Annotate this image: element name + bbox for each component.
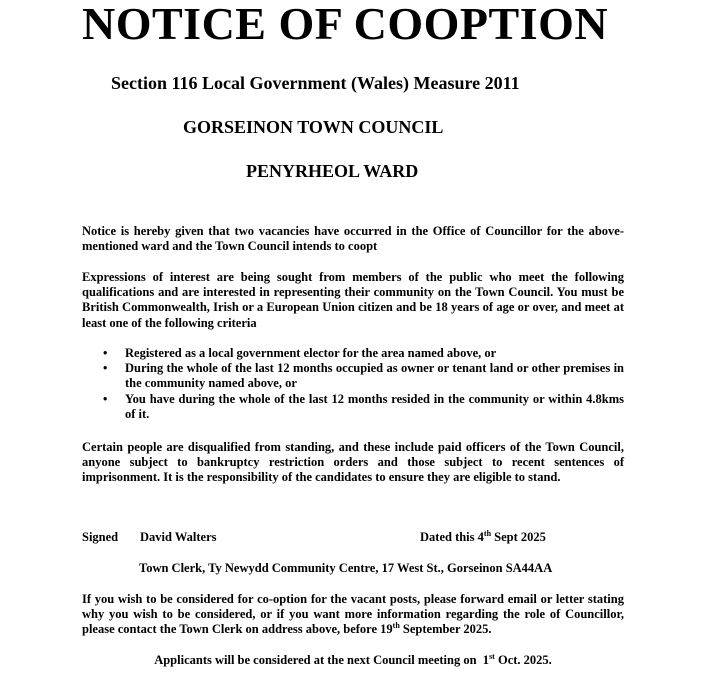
list-item [82,392,624,422]
disqualification-paragraph: Certain people are disqualified from standing, and these include paid officers of the Town Council, anyone subject to bankruptcy restriction orders and those subject to recent sentences of imprisonment. It is the responsibility of the candidates to ensure they are eligible to stand. [82,440,624,485]
ward-heading: PENYRHEOL WARD [246,161,419,181]
signatory-name: David Walters [140,530,217,544]
vacancy-paragraph: Notice is hereby given that two vacancies have occurred in the Office of Councillor for the above-mentioned ward and the Town Council intends to coopt [82,224,624,254]
applicants-line [82,653,624,668]
contact-date-end: September 2025. [399,622,492,637]
criteria-text: During the whole of the last 12 months occupied as owner or tenant land or other premises in the community named above, or [125,361,624,391]
date-suffix: th [483,528,492,538]
list-item [82,346,624,361]
bullet-icon: • [103,346,108,360]
contact-text: If you wish to be considered for co-option for the vacant posts, please forward email or letter stating why you wish to be considered, or if you want more information regarding the role of Councillor, please contact the Town Clerk on address above, before 19 [82,592,624,637]
applicants-date-end: Oct. 2025. [494,653,552,667]
criteria-list [82,346,624,422]
expressions-paragraph: Expressions of interest are being sought from members of the public who meet the following qualifications and are interested in representing their community on the Town Council. You must be British Commonwealth, Irish or a European Union citizen and be 18 years of age or over, and meet at least one of the following criteria [82,270,624,330]
notice-title: NOTICE OF COOPTION [82,0,609,49]
criteria-text: Registered as a local government elector for the area named above, or [125,346,497,360]
signed-label: Signed [82,530,119,544]
legislation-heading: Section 116 Local Government (Wales) Measure 2011 [111,73,520,93]
bullet-icon: • [103,361,108,376]
date-line [420,530,546,545]
date-text: Dated this 4 [420,530,484,544]
contact-date-suffix: th [392,621,400,631]
council-heading: GORSEINON TOWN COUNCIL [183,117,444,137]
clerk-address: Town Clerk, Ty Newydd Community Centre, 17 West St., Gorseinon SA44AA [139,561,553,575]
criteria-text: You have during the whole of the last 12 months resided in the community or within 4.8kms of it. [125,391,624,421]
date-month-year: Sept 2025 [491,530,546,544]
applicants-text: Applicants will be considered at the next Council meeting on 1 [154,653,490,667]
contact-paragraph [82,592,624,638]
bullet-icon: • [103,391,108,406]
list-item [82,361,624,391]
applicants-date-suffix: st [489,651,495,661]
